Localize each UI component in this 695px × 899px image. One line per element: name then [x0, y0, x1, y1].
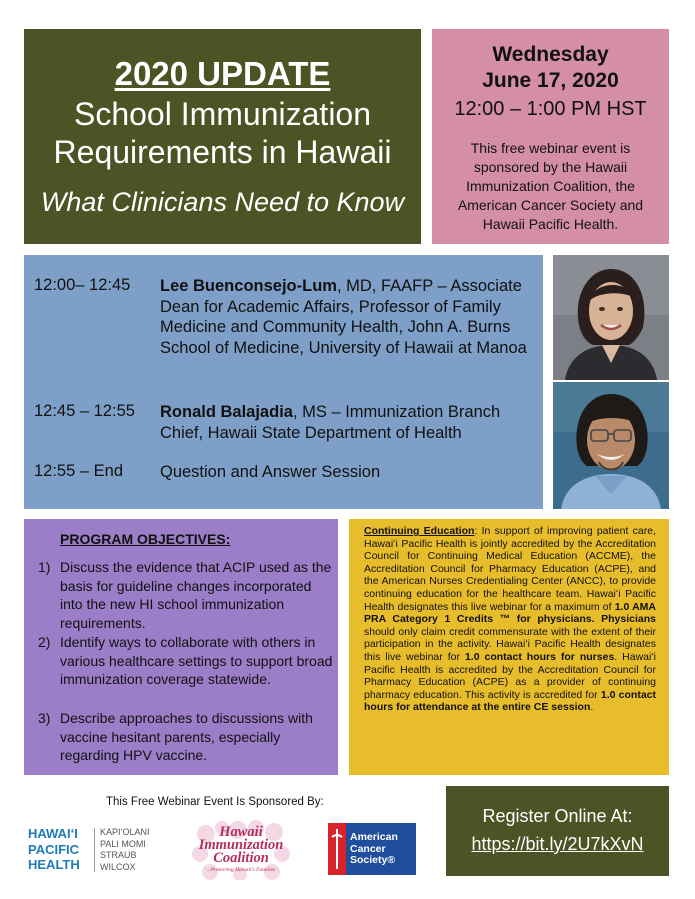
speaker-photo-2	[553, 382, 669, 509]
acs-line: Cancer	[350, 842, 386, 855]
acs-line: Society®	[350, 854, 396, 866]
title-subtitle: What Clinicians Need to Know	[40, 187, 405, 217]
update-heading: 2020 UPDATE	[114, 55, 331, 92]
hph-line: HEALTH	[28, 857, 80, 872]
main-title	[24, 95, 421, 171]
sponsor-statement: This free webinar event is sponsored by the Hawaii Immunization Coalition, the American Cancer Society and Hawaii Pacific Health.	[457, 140, 644, 232]
agenda-details-3: Question and Answer Session	[160, 463, 381, 481]
speaker-name-1: Lee Buenconsejo-Lum	[160, 277, 337, 295]
hph-affiliate: PALI MOMI	[100, 838, 146, 849]
hawaii-immunization-coalition-logo	[186, 820, 296, 880]
hph-affiliates	[100, 827, 150, 873]
hic-tagline: ...Protecting Hawaii's Families	[206, 867, 276, 873]
agenda-time-3: 12:55 – End	[34, 462, 123, 480]
ce-text-2: should only claim credit commensurate with the extent of their participation in the activity. Hawaiʻi Pacific Health designates this live webinar for	[364, 625, 656, 663]
speaker-details-1: , MD, FAAFP – Associate Dean for Academic Affairs, Professor of Family Medicine and Community Health, John A. Burns School of Medicine, University of Hawaii at Manoa	[160, 277, 527, 357]
agenda-time-1: 12:00– 12:45	[34, 276, 131, 294]
register-label: Register Online At:	[482, 806, 633, 826]
event-date: June 17, 2020	[482, 69, 619, 92]
ce-text-1: : In support of improving patient care, Hawaiʻi Pacific Health is jointly accredited by the Accreditation Council for Continuing Medical Education (ACCME), the Accreditation Council for Pharmacy Education (ACPE), and the American Nurses Credentialing Center (ANCC), to provide continuing education for the healthcare team. Hawaiʻi Pacific Health designates this live webinar for a maximum of	[364, 525, 656, 613]
speaker-details-2: , MS – Immunization Branch Chief, Hawaii State Department of Health	[160, 403, 501, 442]
speaker-name-2: Ronald Balajadia	[160, 403, 293, 421]
objective-item	[38, 558, 334, 632]
continuing-education-panel	[349, 519, 669, 775]
objectives-heading: PROGRAM OBJECTIVES:	[60, 531, 231, 547]
objective-text: Discuss the evidence that ACIP used as the basis for guideline changes incorporated into the new HI school immunization requirements.	[60, 559, 332, 631]
register-panel	[446, 786, 669, 876]
logo-divider	[94, 828, 95, 872]
hic-line: Immunization	[198, 837, 284, 853]
agenda-panel	[24, 255, 543, 509]
agenda-time-2: 12:45 – 12:55	[34, 402, 135, 420]
agenda-item-1	[160, 276, 540, 358]
hic-line: Hawaii	[219, 824, 263, 840]
objective-number: 1)	[38, 559, 51, 575]
agenda-item-2	[160, 402, 540, 443]
hph-line: HAWAIʻI	[28, 826, 78, 841]
event-time: 12:00 – 1:00 PM HST	[454, 98, 647, 120]
ce-text-4: .	[590, 701, 594, 714]
event-day: Wednesday	[492, 43, 609, 66]
acs-line: American	[350, 831, 398, 843]
objective-text: Describe approaches to discussions with vaccine hesitant parents, especially regarding HPV vaccine.	[60, 710, 313, 763]
ce-bold-3: 1.0 contact hours for nurses	[464, 650, 615, 663]
objective-item	[38, 709, 334, 765]
register-link[interactable]: https://bit.ly/2U7kXvN	[471, 834, 644, 854]
ce-bold-1: 1.0 AMA PRA Category 1 Credits ™ for physicians.	[364, 600, 656, 626]
title-line-1: School Immunization	[73, 96, 372, 132]
ce-text-3: . Hawaiʻi Pacific Health is accredited by the Accreditation Council for Pharmacy Education (ACPE) as a provider of continuing pharmacy education. This activity is accredited for	[364, 650, 656, 701]
ce-heading: Continuing Education	[364, 525, 475, 537]
event-date-panel	[432, 29, 669, 244]
title-panel	[24, 29, 421, 244]
hph-logo-name	[28, 826, 80, 873]
hph-affiliate: WILCOX	[100, 861, 136, 872]
agenda-item-3	[160, 462, 540, 483]
hph-affiliate: KAPIʻOLANI	[100, 827, 150, 837]
title-line-2: Requirements in Hawaii	[53, 134, 392, 170]
ce-bold-4: 1.0 contact hours for attendance at the entire CE session	[364, 688, 656, 714]
objective-text: Identify ways to collaborate with others in various healthcare settings to support broad immunization coverage statewide.	[60, 634, 333, 687]
objective-number: 2)	[38, 634, 51, 650]
ce-bold-2: Physicians	[601, 613, 656, 626]
speaker-photo-1	[553, 255, 669, 380]
american-cancer-society-logo	[328, 823, 416, 875]
hic-line: Coalition	[213, 850, 269, 866]
sponsor-label: This Free Webinar Event Is Sponsored By:	[106, 796, 324, 808]
objective-item	[38, 633, 334, 689]
hawaii-pacific-health-logo	[28, 826, 178, 874]
objective-number: 3)	[38, 710, 51, 726]
hph-line: PACIFIC	[28, 841, 80, 857]
program-objectives-panel	[24, 519, 338, 775]
hph-affiliate: STRAUB	[100, 850, 137, 860]
